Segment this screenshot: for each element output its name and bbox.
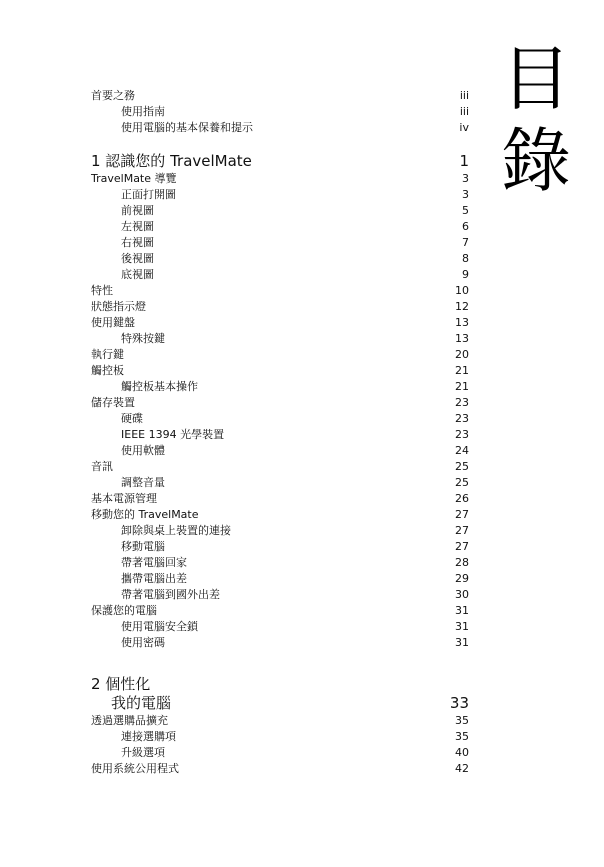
toc-entry-page: 31 (455, 604, 469, 617)
toc-preface-group (91, 88, 469, 136)
toc-entry-title: 觸控板 (91, 364, 124, 377)
toc-entry-page: 31 (455, 636, 469, 649)
toc-entry[interactable] (91, 171, 469, 187)
toc-entry-page: 3 (462, 188, 469, 201)
toc-entry[interactable] (91, 251, 469, 267)
toc-entry-title: 移動電腦 (121, 540, 165, 553)
toc-entry-page: 27 (455, 524, 469, 537)
toc-entry-title: 2 個性化 (91, 675, 151, 693)
toc-entry-title: 攜帶電腦出差 (121, 572, 187, 585)
toc-chapter-2-subheading[interactable] (91, 694, 469, 713)
toc-entry[interactable] (91, 315, 469, 331)
toc-entry[interactable] (91, 299, 469, 315)
toc-entry-title: 前視圖 (121, 204, 154, 217)
toc-entry-page: 3 (462, 172, 469, 185)
toc-chapter-1-group (91, 171, 469, 651)
toc-entry-title: 觸控板基本操作 (121, 380, 198, 393)
toc-entry-title: 執行鍵 (91, 348, 124, 361)
toc-entry[interactable] (91, 411, 469, 427)
toc-entry-page: 9 (462, 268, 469, 281)
toc-entry-title: 特性 (91, 284, 113, 297)
toc-entry[interactable] (91, 523, 469, 539)
toc-entry-title: 使用電腦的基本保養和提示 (121, 121, 253, 134)
toc-entry-title: IEEE 1394 光學裝置 (121, 428, 225, 441)
toc-entry-page: 21 (455, 364, 469, 377)
toc-entry-page: 12 (455, 300, 469, 313)
toc-entry-page: 35 (455, 730, 469, 743)
toc-entry[interactable] (91, 203, 469, 219)
toc-entry-title: 使用指南 (121, 105, 165, 118)
toc-entry[interactable] (91, 88, 469, 104)
toc-entry[interactable] (91, 713, 469, 729)
toc-entry-page: 27 (455, 508, 469, 521)
toc-entry-page: 23 (455, 428, 469, 441)
toc-entry[interactable] (91, 395, 469, 411)
toc-entry-title: 音訊 (91, 460, 113, 473)
toc-entry[interactable] (91, 475, 469, 491)
toc-entry-page: 1 (459, 152, 469, 170)
toc-entry[interactable] (91, 507, 469, 523)
toc-entry-title: 使用密碼 (121, 636, 165, 649)
toc-entry-page: 35 (455, 714, 469, 727)
toc-entry-title: 使用鍵盤 (91, 316, 135, 329)
toc-entry[interactable] (91, 347, 469, 363)
toc-entry[interactable] (91, 267, 469, 283)
toc-entry-page: 21 (455, 380, 469, 393)
toc-entry[interactable] (91, 761, 469, 777)
toc-chapter-2-heading[interactable] (91, 675, 469, 694)
toc-entry-page: 29 (455, 572, 469, 585)
toc-entry-title: 透過選購品擴充 (91, 714, 168, 727)
toc-entry-page: 40 (455, 746, 469, 759)
toc-entry-title: 保護您的電腦 (91, 604, 157, 617)
toc-entry-page: 25 (455, 476, 469, 489)
toc-entry-title: 硬碟 (121, 412, 143, 425)
toc-entry[interactable] (91, 187, 469, 203)
toc-entry[interactable] (91, 571, 469, 587)
toc-entry-page: 5 (462, 204, 469, 217)
toc-entry-title: 底視圖 (121, 268, 154, 281)
toc-entry-page: 28 (455, 556, 469, 569)
toc-entry[interactable] (91, 331, 469, 347)
toc-entry-title: 正面打開圖 (121, 188, 176, 201)
toc-entry-page: 23 (455, 396, 469, 409)
toc-entry-page: 10 (455, 284, 469, 297)
toc-entry[interactable] (91, 104, 469, 120)
toc-entry-title: 帶著電腦回家 (121, 556, 187, 569)
toc-entry[interactable] (91, 491, 469, 507)
toc-entry[interactable] (91, 219, 469, 235)
toc-entry-title: 卸除與桌上裝置的連接 (121, 524, 231, 537)
toc-entry-page: 7 (462, 236, 469, 249)
toc-entry-page: 23 (455, 412, 469, 425)
toc-entry-page: 13 (455, 316, 469, 329)
section-title-char-1: 目 (501, 38, 571, 120)
toc-chapter-1-heading[interactable] (91, 152, 469, 171)
toc-entry-title: 狀態指示燈 (91, 300, 146, 313)
section-title-char-2: 錄 (501, 120, 571, 202)
toc-entry-page: iii (459, 89, 469, 102)
toc-entry-title: 後視圖 (121, 252, 154, 265)
toc-entry[interactable] (91, 635, 469, 651)
toc-entry[interactable] (91, 363, 469, 379)
toc-entry[interactable] (91, 729, 469, 745)
toc-entry-title: 調整音量 (121, 476, 165, 489)
section-title-vertical (497, 38, 575, 202)
toc-entry-title: 左視圖 (121, 220, 154, 233)
toc-entry[interactable] (91, 587, 469, 603)
toc-entry[interactable] (91, 443, 469, 459)
toc-entry-page: 27 (455, 540, 469, 553)
toc-entry-title: 首要之務 (91, 89, 135, 102)
toc-entry-title: 使用電腦安全鎖 (121, 620, 198, 633)
toc-entry-title: 1 認識您的 TravelMate (91, 152, 252, 170)
toc-chapter-2-group (91, 713, 469, 777)
toc-entry[interactable] (91, 745, 469, 761)
toc-entry-title: 儲存裝置 (91, 396, 135, 409)
toc-entry-page: 33 (449, 694, 469, 712)
toc-entry-page: 26 (455, 492, 469, 505)
toc-entry-page: 6 (462, 220, 469, 233)
toc-entry-title: 右視圖 (121, 236, 154, 249)
toc-entry-title: 使用系統公用程式 (91, 762, 179, 775)
toc-entry[interactable] (91, 539, 469, 555)
toc-entry-title: 我的電腦 (111, 694, 172, 712)
toc-entry[interactable] (91, 619, 469, 635)
toc-entry-title: 使用軟體 (121, 444, 165, 457)
toc-entry-title: 帶著電腦到國外出差 (121, 588, 220, 601)
toc-entry[interactable] (91, 427, 469, 443)
toc-entry[interactable] (91, 459, 469, 475)
toc-entry[interactable] (91, 379, 469, 395)
toc-entry-title: 基本電源管理 (91, 492, 157, 505)
toc-entry[interactable] (91, 603, 469, 619)
toc-entry-page: 24 (455, 444, 469, 457)
toc-entry-title: 移動您的 TravelMate (91, 508, 199, 521)
toc-entry[interactable] (91, 235, 469, 251)
toc-entry-page: 20 (455, 348, 469, 361)
toc-entry[interactable] (91, 283, 469, 299)
toc-entry-page: iv (459, 121, 469, 134)
toc-entry[interactable] (91, 555, 469, 571)
table-of-contents (91, 88, 469, 777)
toc-entry-page: 31 (455, 620, 469, 633)
toc-entry-page: 13 (455, 332, 469, 345)
toc-entry-title: 升級選項 (121, 746, 165, 759)
toc-entry[interactable] (91, 120, 469, 136)
toc-entry-page: 30 (455, 588, 469, 601)
toc-entry-page: 25 (455, 460, 469, 473)
toc-entry-page: 8 (462, 252, 469, 265)
toc-entry-page: 42 (455, 762, 469, 775)
toc-entry-title: TravelMate 導覽 (91, 172, 177, 185)
toc-entry-title: 連接選購項 (121, 730, 176, 743)
toc-entry-page: iii (459, 105, 469, 118)
toc-entry-title: 特殊按鍵 (121, 332, 165, 345)
